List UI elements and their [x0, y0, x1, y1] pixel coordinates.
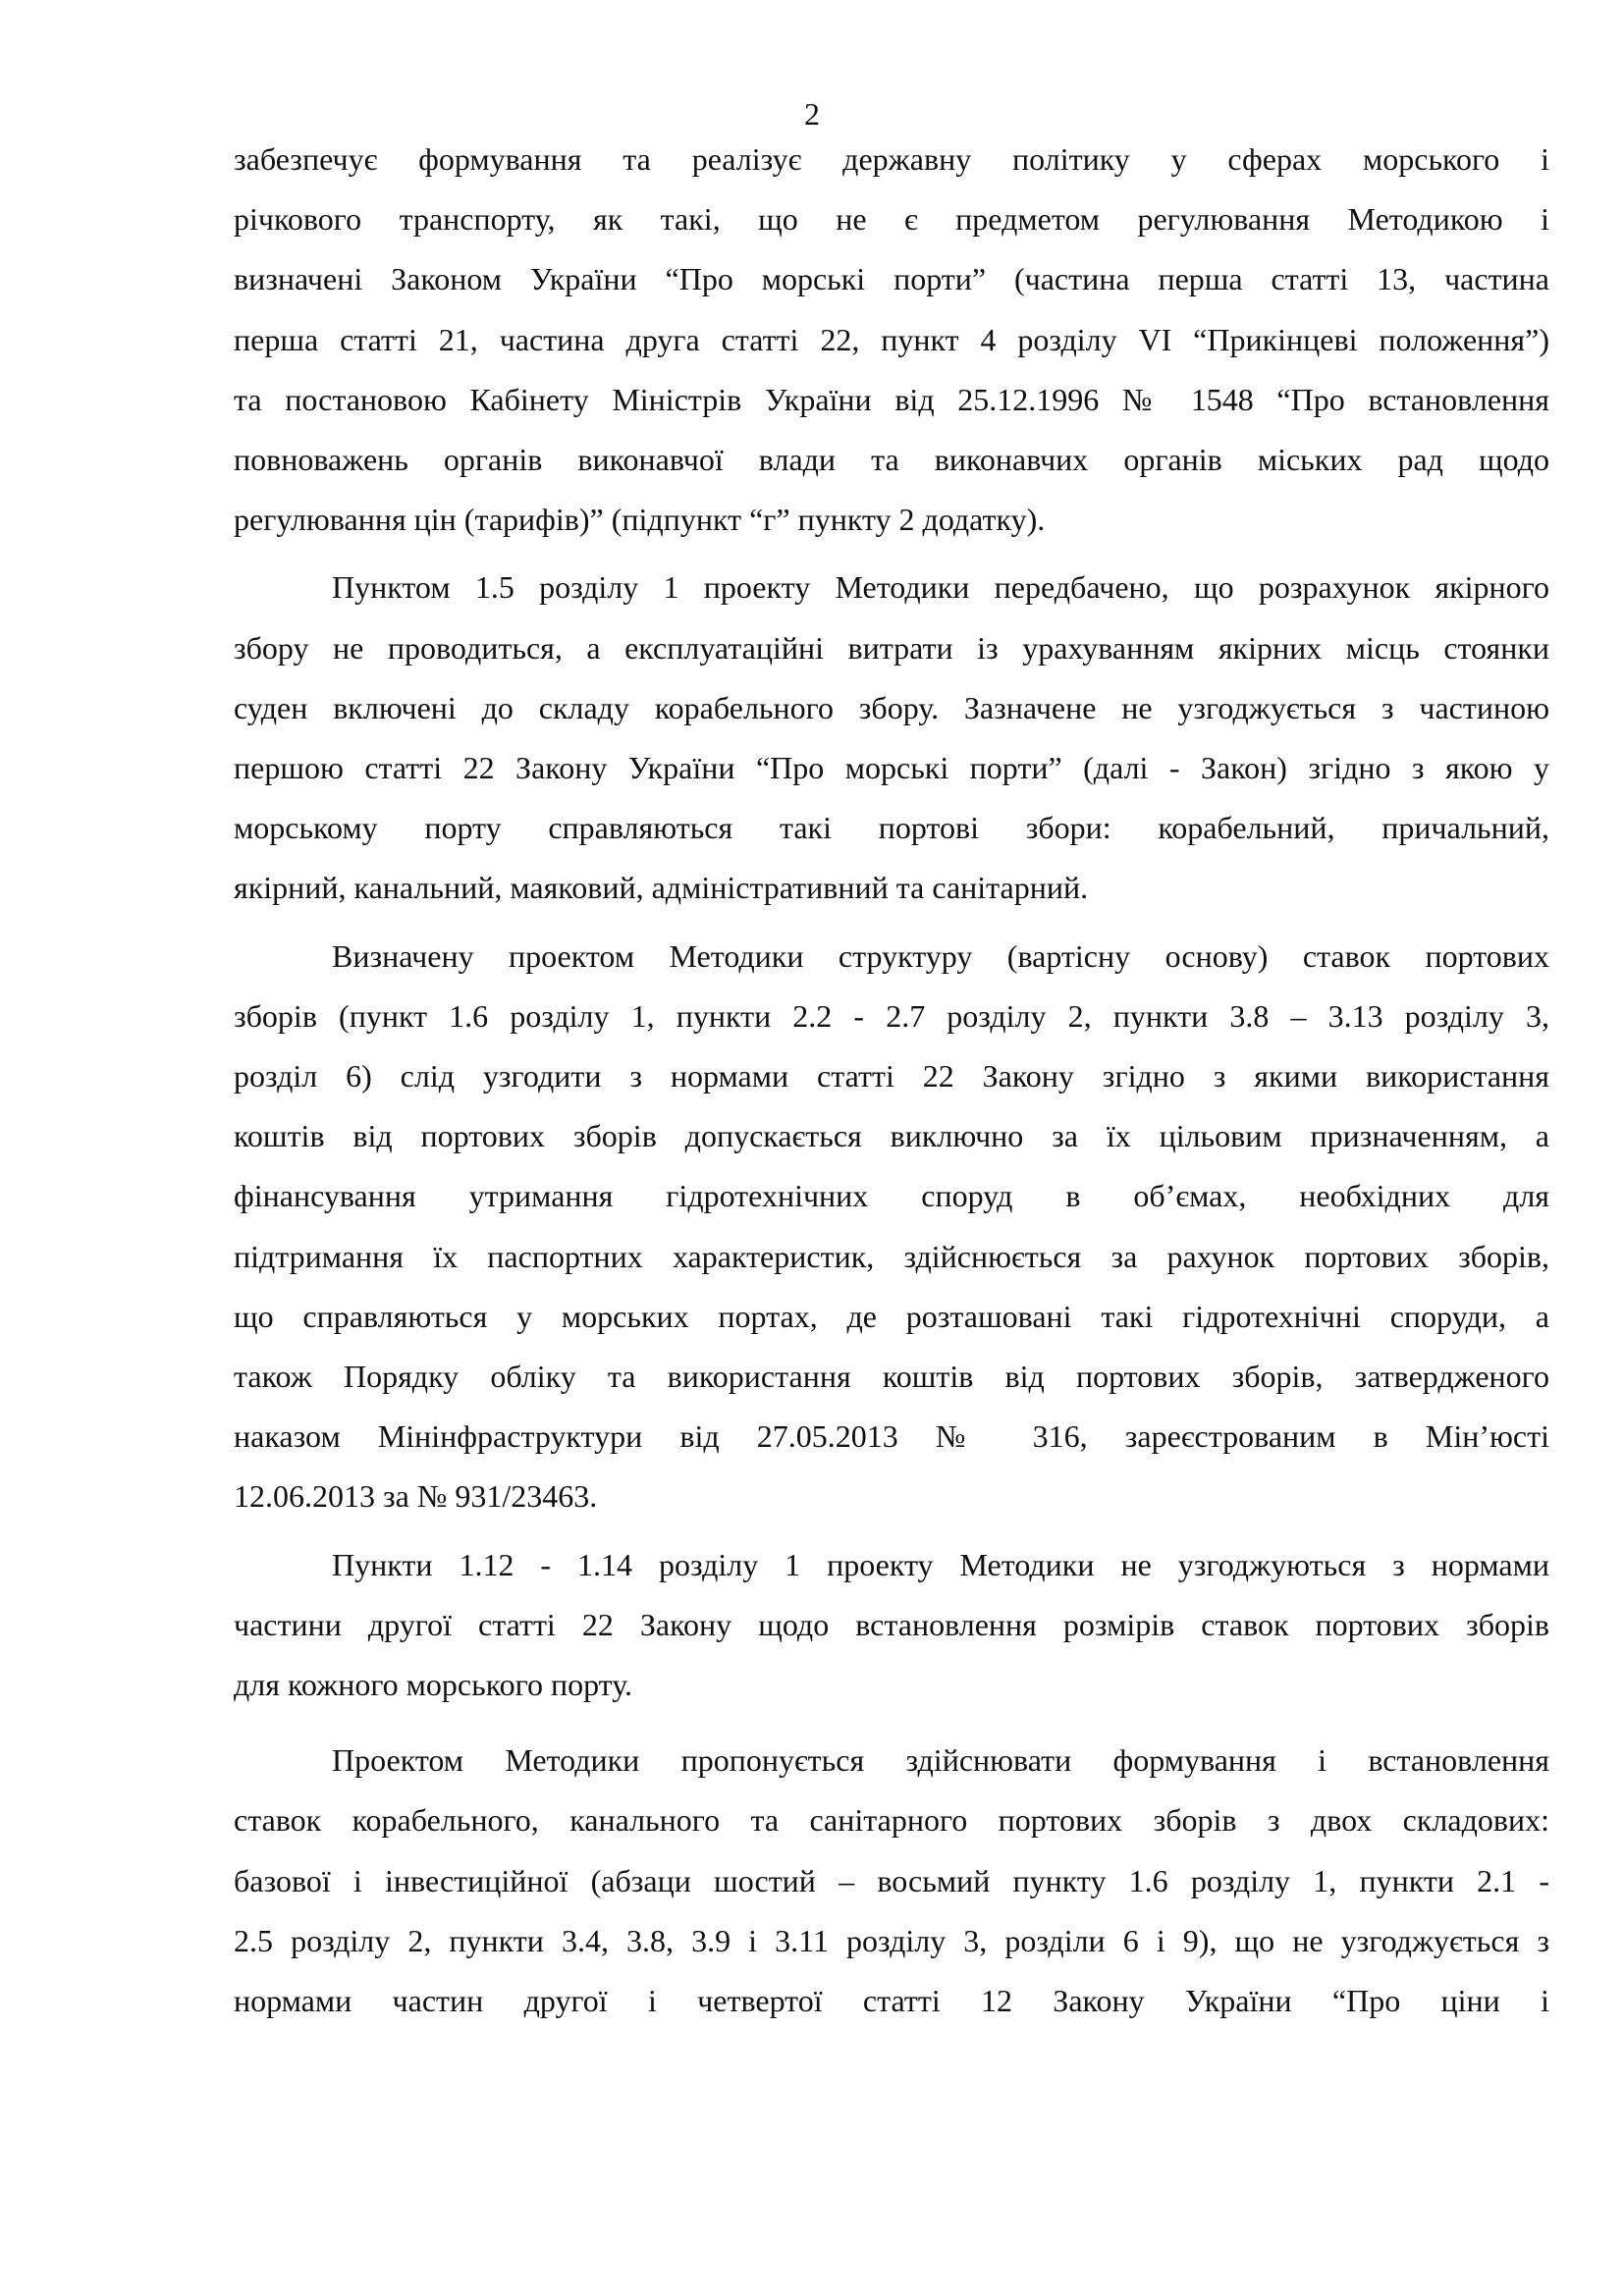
text-line: коштів від портових зборів допускається виключно за їх цільовим призначенням, а — [234, 1118, 1549, 1154]
text-line: 12.06.2013 за № 931/23463. — [234, 1478, 598, 1515]
text-line: першою статті 22 Закону України “Про морські порти” (далі - Закон) згідно з якою у — [234, 750, 1549, 786]
text-line: морському порту справляються такі портові збори: корабельний, причальний, — [234, 810, 1549, 846]
text-line: базової і інвестиційної (абзаци шостий – восьмий пункту 1.6 розділу 1, пункти 2.1 - — [234, 1862, 1549, 1898]
paragraph-4 — [234, 1535, 1549, 1716]
paragraph-5 — [234, 1731, 1549, 2031]
text-line: фінансування утримання гідротехнічних споруд в об’ємах, необхідних для — [234, 1178, 1549, 1214]
text-line: підтримання їх паспортних характеристик, здійснюється за рахунок портових зборів, — [234, 1238, 1549, 1274]
text-line: частини другої статті 22 Закону щодо встановлення розмірів ставок портових зборів — [234, 1606, 1549, 1642]
text-line: зборів (пункт 1.6 розділу 1, пункти 2.2 - 2.7 розділу 2, пункти 3.8 – 3.13 розділу 3, — [234, 997, 1549, 1034]
text-line: якірний, канальний, маяковий, адміністративний та санітарний. — [234, 870, 1089, 906]
text-line: також Порядку обліку та використання коштів від портових зборів, затвердженого — [234, 1359, 1549, 1395]
paragraph-1 — [234, 130, 1549, 550]
text-line: повноважень органів виконавчої влади та виконавчих органів міських рад щодо — [234, 442, 1549, 478]
text-line: розділ 6) слід узгодити з нормами статті 22 Закону згідно з якими використання — [234, 1058, 1549, 1095]
text-line: збору не проводиться, а експлуатаційні витрати із урахуванням якірних місць стоянки — [234, 629, 1549, 666]
text-line: визначені Законом України “Про морські порти” (частина перша статті 13, частина — [234, 261, 1549, 297]
text-line: регулювання цін (тарифів)” (підпункт “г” пункту 2 додатку). — [234, 502, 1046, 538]
text-line: та постановою Кабінету Міністрів України від 25.12.1996 № 1548 “Про встановлення — [234, 381, 1549, 417]
text-line: Пунктом 1.5 розділу 1 проекту Методики передбачено, що розрахунок якірного — [332, 569, 1549, 606]
paragraph-2 — [234, 558, 1549, 918]
text-line: річкового транспорту, як такі, що не є предметом регулювання Методикою і — [234, 201, 1549, 238]
text-line: суден включені до складу корабельного збору. Зазначене не узгоджується з частиною — [234, 689, 1549, 725]
text-line: Пункти 1.12 - 1.14 розділу 1 проекту Методики не узгоджуються з нормами — [332, 1546, 1549, 1582]
text-line: Проектом Методики пропонується здійснювати формування і встановлення — [332, 1742, 1549, 1779]
text-line: Визначену проектом Методики структуру (вартісну основу) ставок портових — [332, 937, 1549, 974]
text-line: ставок корабельного, канального та санітарного портових зборів з двох складових: — [234, 1802, 1549, 1839]
paragraph-3 — [234, 927, 1549, 1527]
text-line: нормами частин другої і четвертої статті 12 Закону України “Про ціни і — [234, 1983, 1549, 2019]
text-line: 2.5 розділу 2, пункти 3.4, 3.8, 3.9 і 3.11 розділу 3, розділи 6 і 9), що не узгоджується з — [234, 1922, 1549, 1958]
document-body — [234, 130, 1549, 2031]
text-line: перша статті 21, частина друга статті 22, пункт 4 розділу VI “Прикінцеві положення”) — [234, 321, 1549, 357]
text-line: для кожного морського порту. — [234, 1667, 633, 1703]
page-number: 2 — [804, 96, 820, 132]
text-line: забезпечує формування та реалізує державну політику у сферах морського і — [234, 141, 1549, 177]
text-line: наказом Мінінфраструктури від 27.05.2013 № 316, зареєстрованим в Мін’юсті — [234, 1418, 1549, 1455]
text-line: що справляються у морських портах, де розташовані такі гідротехнічні споруди, а — [234, 1298, 1549, 1334]
